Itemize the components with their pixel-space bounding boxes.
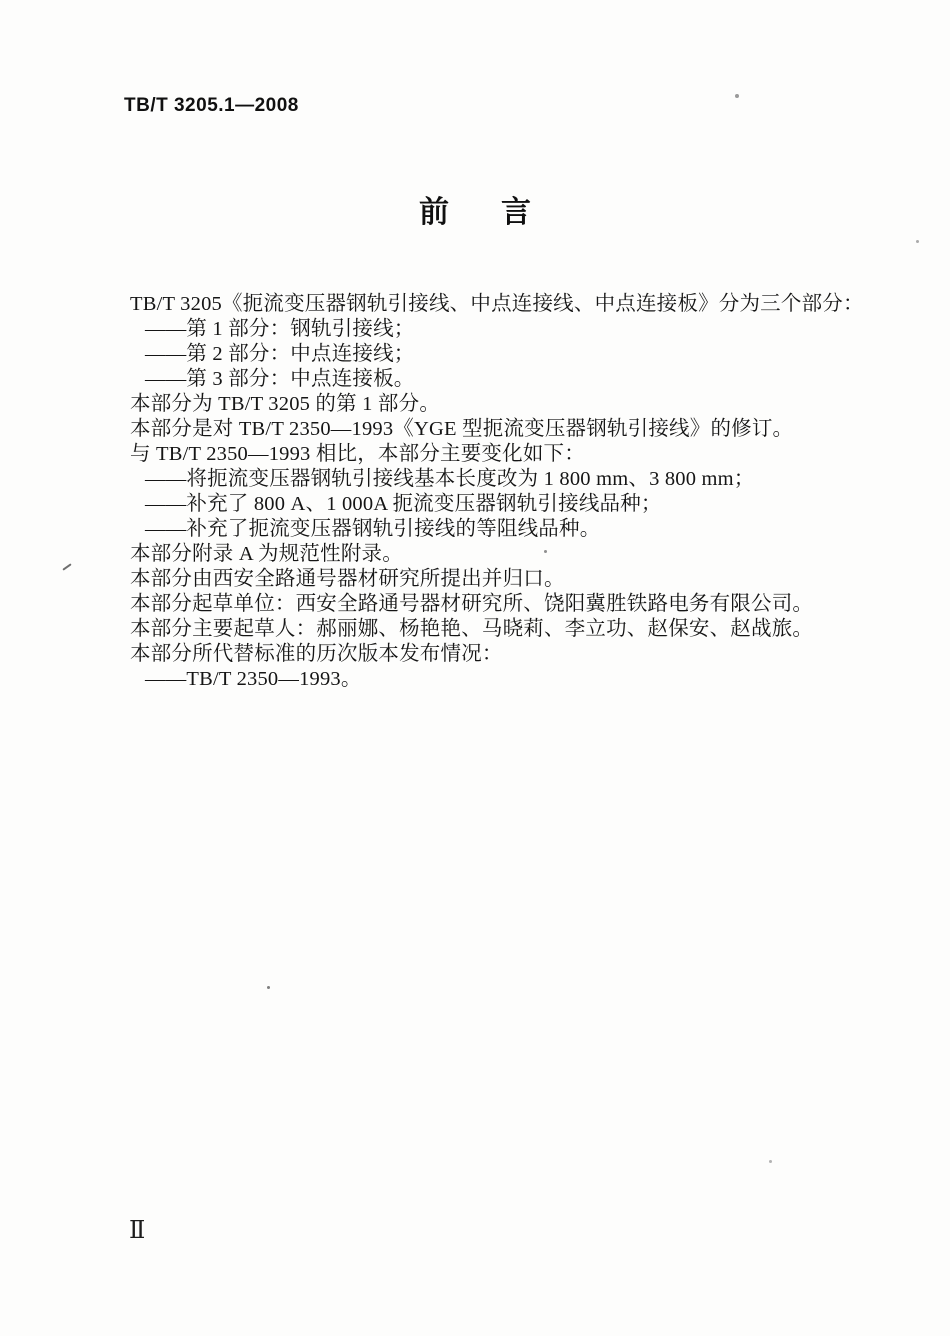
- foreword-line: 本部分主要起草人：郝丽娜、杨艳艳、马晓莉、李立功、赵保安、赵战旅。: [130, 618, 814, 640]
- scan-speck: [544, 550, 547, 553]
- foreword-line: 本部分为 TB/T 3205 的第 1 部分。: [130, 393, 441, 415]
- foreword-lines: [0, 292, 950, 692]
- foreword-line: ——TB/T 2350—1993。: [145, 668, 362, 690]
- scan-speck: [735, 94, 739, 98]
- foreword-line: ——补充了 800 A、1 000A 扼流变压器钢轨引接线品种；: [145, 493, 662, 515]
- foreword-line: ——第 3 部分：中点连接板。: [145, 368, 415, 390]
- foreword-title-char: 言: [501, 196, 531, 229]
- foreword-line: ——第 1 部分：钢轨引接线；: [145, 318, 415, 340]
- foreword-line: 本部分起草单位：西安全路通号器材研究所、饶阳冀胜铁路电务有限公司。: [130, 593, 814, 615]
- standard-number-header: TB/T 3205.1—2008: [124, 95, 299, 116]
- scan-speck: [267, 986, 270, 989]
- foreword-line: 本部分附录 A 为规范性附录。: [130, 543, 403, 565]
- page-number: Ⅱ: [129, 1218, 146, 1244]
- foreword-line: 与 TB/T 2350—1993 相比，本部分主要变化如下：: [130, 443, 585, 465]
- foreword-line: ——第 2 部分：中点连接线；: [145, 343, 415, 365]
- foreword-title: [0, 198, 950, 228]
- foreword-line: TB/T 3205《扼流变压器钢轨引接线、中点连接线、中点连接板》分为三个部分：: [130, 293, 864, 315]
- scan-speck: [916, 240, 919, 243]
- scan-speck: [769, 1160, 772, 1163]
- foreword-line: ——补充了扼流变压器钢轨引接线的等阻线品种。: [145, 518, 601, 540]
- foreword-title-char: 前: [419, 196, 449, 229]
- foreword-line: ——将扼流变压器钢轨引接线基本长度改为 1 800 mm、3 800 mm；: [145, 468, 755, 490]
- foreword-line: 本部分所代替标准的历次版本发布情况：: [130, 643, 503, 665]
- foreword-line: 本部分由西安全路通号器材研究所提出并归口。: [130, 568, 565, 590]
- foreword-line: 本部分是对 TB/T 2350—1993《YGE 型扼流变压器钢轨引接线》的修订。: [130, 418, 794, 440]
